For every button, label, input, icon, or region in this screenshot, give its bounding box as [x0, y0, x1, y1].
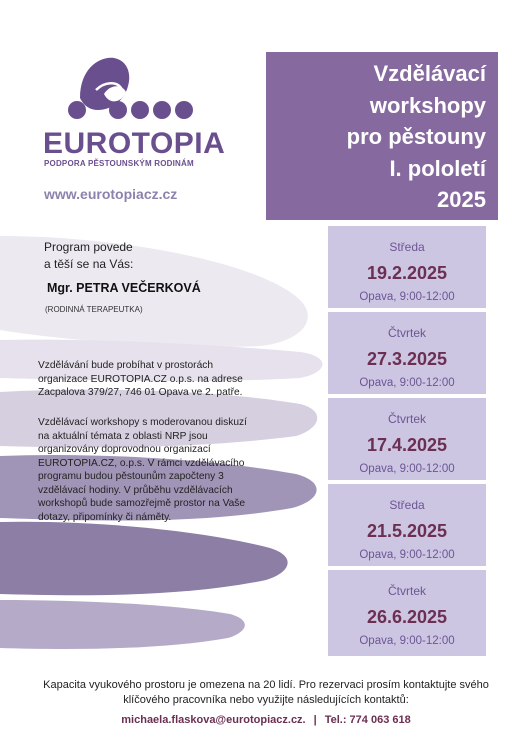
paragraph-line: EUROTOPIA.CZ, o.p.s. V rámci vzdělávacího [38, 457, 245, 469]
paragraph-line: organizace EUROTOPIA.CZ o.p.s. na adrese [38, 373, 243, 385]
paragraph-line: Vzdělávání bude probíhat v prostorách [38, 360, 213, 371]
date-day: Středa [389, 240, 425, 254]
date-value: 26.6.2025 [366, 607, 448, 627]
contact-phone[interactable]: Tel.: 774 063 618 [324, 714, 411, 726]
paragraph-line: Zacpalova 379/27, 746 01 Opava ve 2. patře. [38, 387, 243, 398]
title-line: pro pěstouny [346, 124, 486, 149]
paragraph-line: workshopů bude samozřejmě prostor na Vaše [38, 498, 246, 509]
date-value: 27.3.2025 [366, 349, 448, 369]
footer-line: Kapacita vyukového prostoru je omezena na 20 lidí. Pro rezervaci prosím kontaktujte svého [43, 679, 489, 691]
contact-separator: | [313, 714, 317, 726]
date-place: Opava, 9:00-12:00 [359, 291, 455, 303]
date-card [328, 570, 486, 656]
presenter-intro [44, 239, 133, 273]
paragraph-line: programu budou pěstounům započteny 3 [38, 471, 224, 482]
date-day: Čtvrtek [387, 412, 426, 426]
date-card [328, 398, 486, 480]
paragraph-line: dotazy, připomínky či náměty. [38, 511, 172, 523]
footer-line: klíčového pracovníka nebo využijte následujících kontaktů: [123, 694, 409, 706]
date-value: 21.5.2025 [366, 521, 448, 541]
website-link[interactable]: www.eurotopiacz.cz [44, 186, 178, 202]
date-card [328, 312, 486, 394]
date-card [328, 226, 486, 308]
date-day: Čtvrtek [387, 326, 426, 340]
location-paragraph [38, 359, 283, 400]
brand-name: EUROTOPIA [43, 127, 226, 160]
date-place: Opava, 9:00-12:00 [359, 377, 455, 389]
presenter-role: (RODINNÁ TERAPEUTKA) [45, 305, 143, 314]
date-card [328, 484, 486, 566]
title-box [266, 52, 498, 220]
paragraph-line: Vzdělávací workshopy s moderovanou diskuzí [38, 417, 247, 428]
presenter-intro-line: a těší se na Vás: [44, 257, 134, 271]
capacity-note [0, 678, 532, 708]
title-line: workshopy [369, 92, 486, 118]
family-heart-logo-icon [40, 50, 200, 130]
contact-email-link[interactable]: michaela.flaskova@eurotopiacz.cz. [121, 714, 306, 726]
paragraph-line: organizovány doprovodnou organizací [38, 444, 211, 455]
title-line: I. pololetí [389, 155, 486, 181]
brand-tagline: PODPORA PĚSTOUNSKÝM RODINÁM [44, 159, 194, 168]
title-line: Vzdělávací [373, 61, 486, 86]
presenter-name: Mgr. PETRA VEČERKOVÁ [47, 281, 201, 295]
workshop-dates-list [328, 226, 486, 660]
date-place: Opava, 9:00-12:00 [359, 549, 455, 561]
date-value: 17.4.2025 [366, 435, 448, 455]
paragraph-line: vzdělávací hodiny. V průběhu vzdělávacích [38, 484, 233, 496]
title-line: 2025 [437, 187, 486, 212]
date-day: Čtvrtek [387, 584, 426, 598]
presenter-intro-line: Program povede [44, 240, 133, 254]
description-paragraph [38, 416, 283, 524]
date-place: Opava, 9:00-12:00 [359, 635, 455, 647]
paragraph-line: na aktuální témata z oblasti NRP jsou [38, 430, 208, 442]
date-day: Středa [389, 498, 425, 512]
date-value: 19.2.2025 [366, 263, 448, 283]
date-place: Opava, 9:00-12:00 [359, 463, 455, 475]
contact-line [0, 714, 532, 726]
